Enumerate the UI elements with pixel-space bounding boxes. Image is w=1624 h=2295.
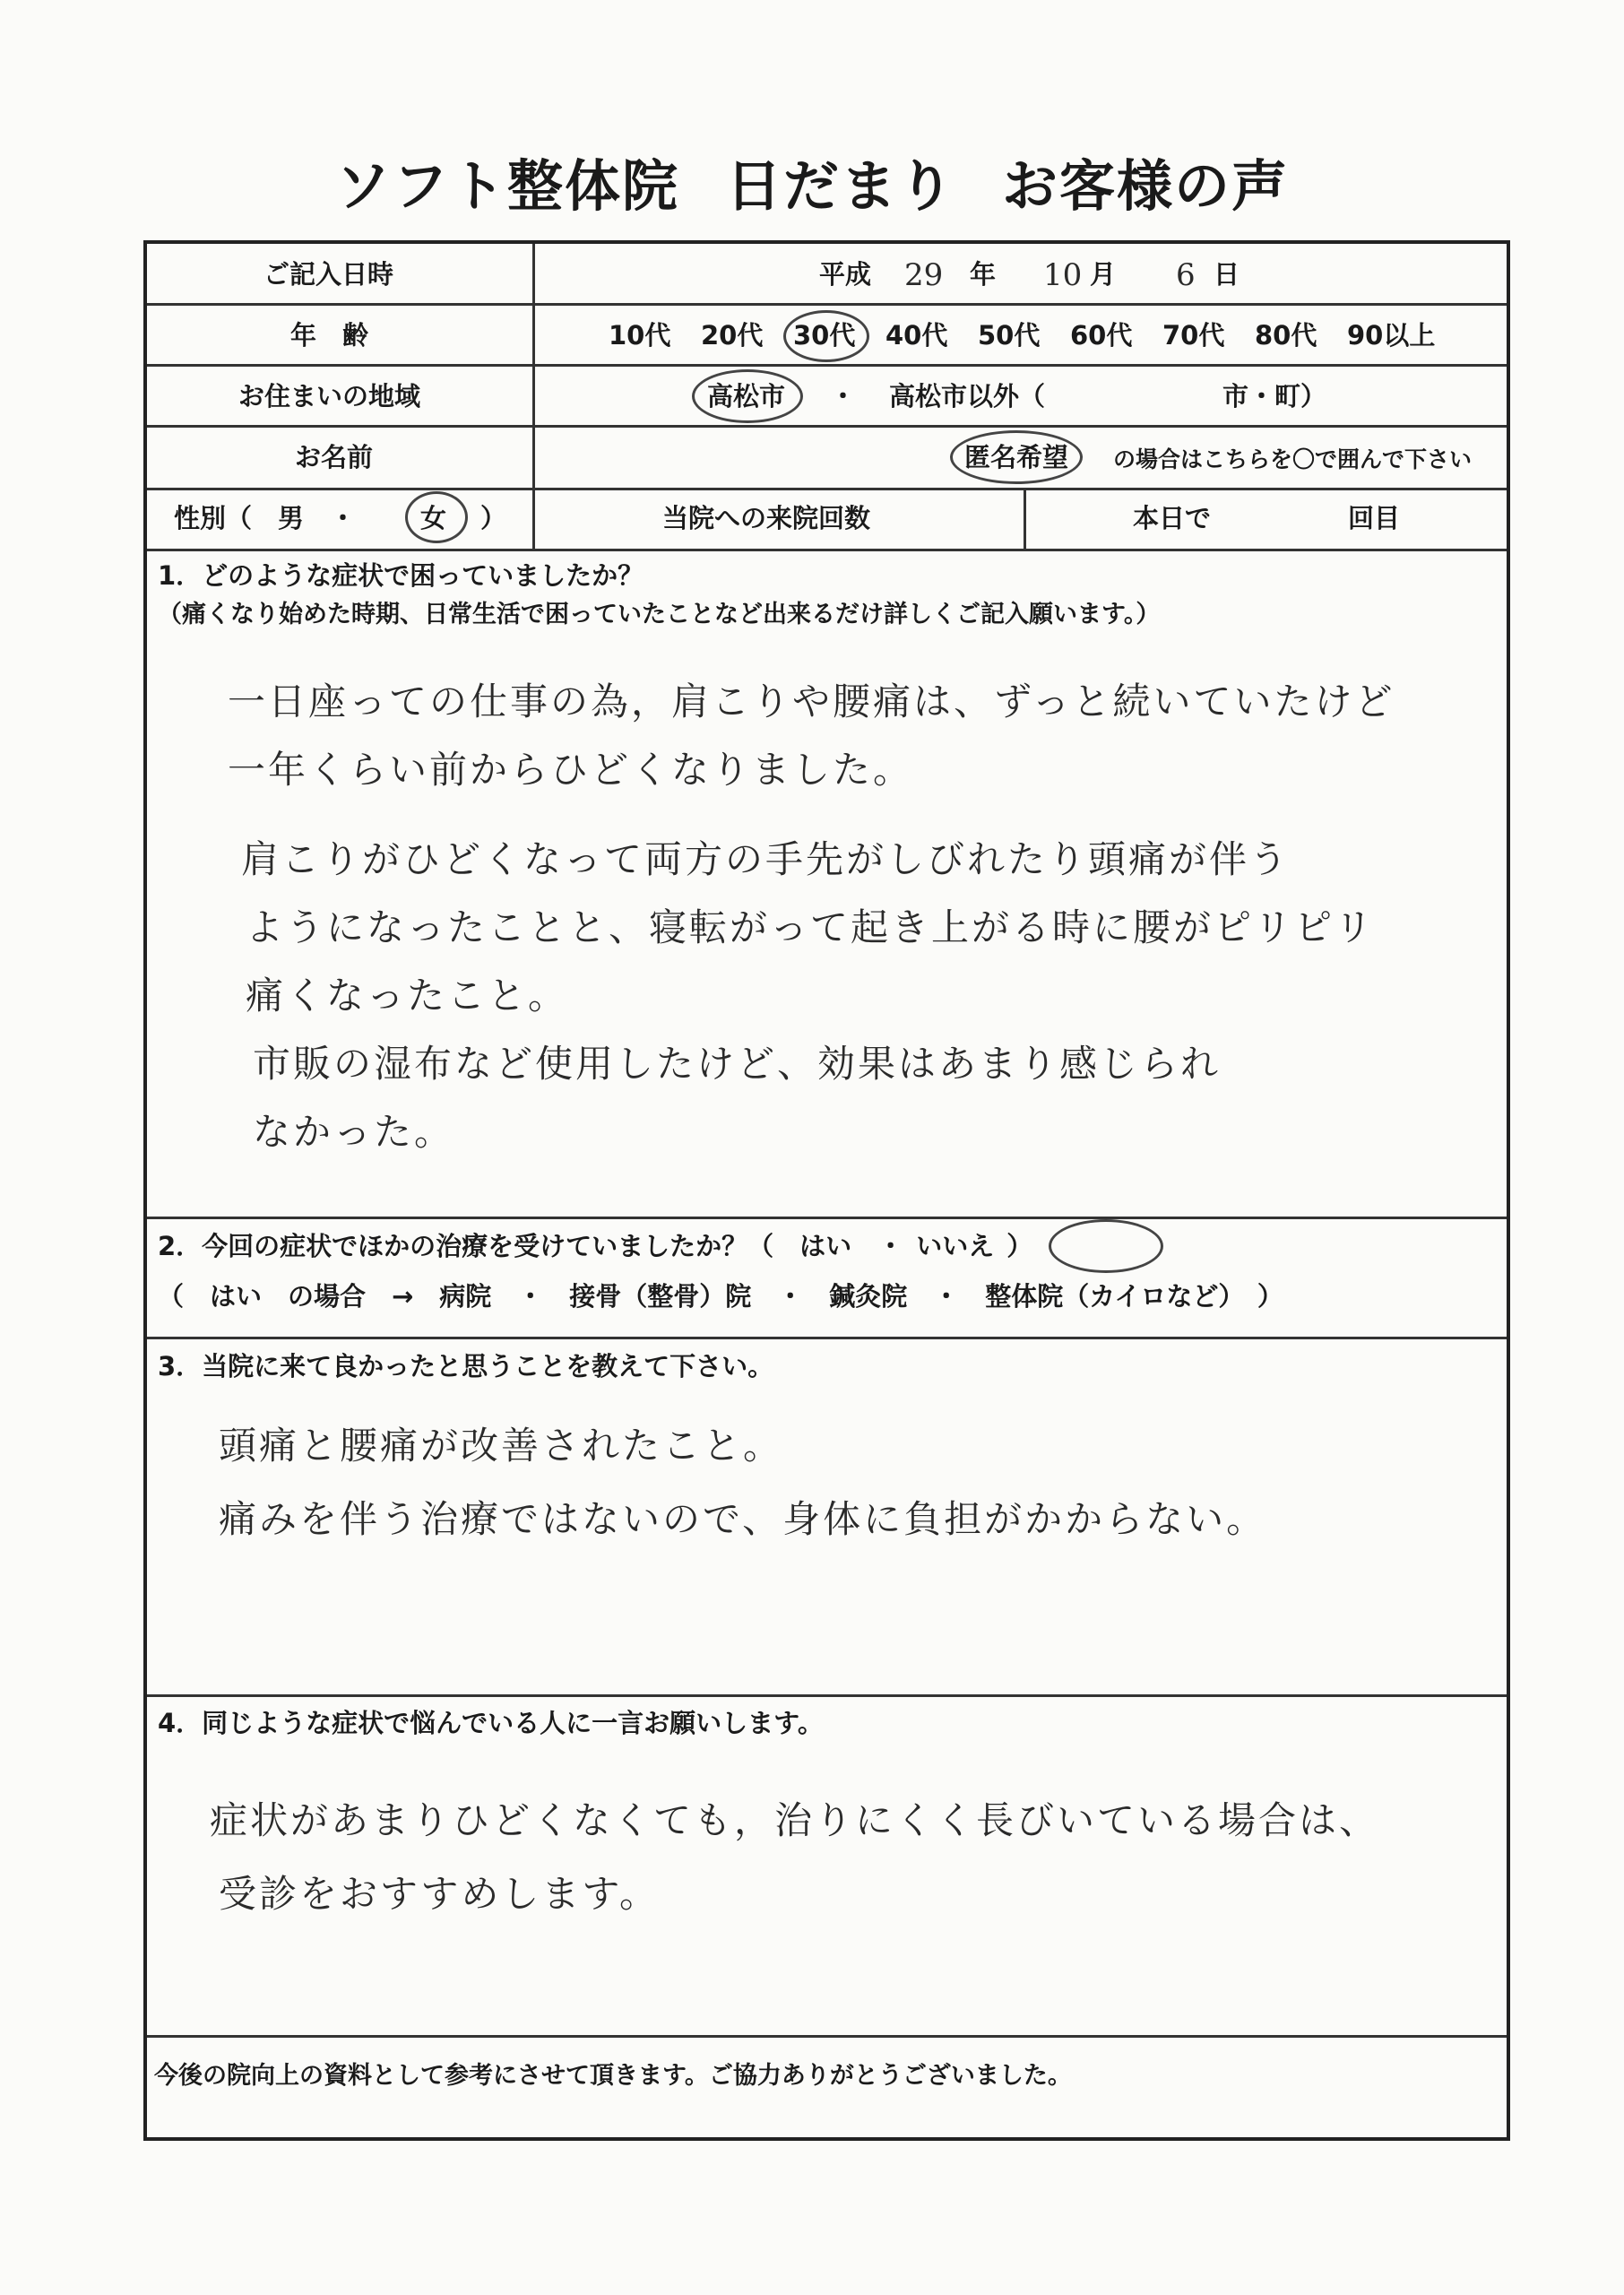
survey-title [0, 142, 1624, 221]
q2-question [158, 1231, 1033, 1261]
today-label: 本日で [1133, 503, 1212, 533]
age-option-50s[interactable]: 50代 [978, 320, 1041, 351]
footer-note: 今後の院向上の資料として参考にさせて頂きます。ご協力ありがとうございました。 [154, 2062, 1072, 2090]
age-option-40s[interactable]: 40代 [885, 320, 948, 351]
area-other-suffix: 市・町） [1222, 381, 1327, 411]
title-clinic-type: ソフト整体院 [334, 153, 679, 219]
age-option-90plus[interactable]: 90以上 [1347, 320, 1436, 351]
gender-option-female[interactable]: 女 [420, 503, 447, 533]
era-label: 平成 [819, 259, 872, 290]
q1-answer-line[interactable]: ようになったことと、寝転がって起き上がる時に腰がピリピリ [246, 905, 1376, 949]
q4-title: 4．同じような症状で悩んでいる人に一言お願いします。 [158, 1708, 824, 1738]
divider [147, 549, 1507, 551]
title-voice: お客様の声 [1002, 153, 1290, 219]
year-unit: 年 [970, 259, 997, 290]
q2-options-line: （ はい の場合 → 病院 ・ 接骨（整骨）院 ・ 鍼灸院 ・ 整体院（カイロなど） ） [158, 1281, 1283, 1312]
q2-option-no[interactable] [916, 1231, 995, 1261]
q1-answer-line[interactable]: 市販の湿布など使用したけど、効果はあまり感じられ [253, 1042, 1222, 1086]
visits-label: 当院への来院回数 [662, 503, 871, 533]
age-option-60s[interactable]: 60代 [1070, 320, 1133, 351]
times-label: 回目 [1348, 503, 1401, 533]
divider [147, 2035, 1507, 2038]
title-clinic-name: 日だまり [725, 153, 955, 219]
q1-answer-line[interactable]: 一年くらい前からひどくなりました。 [228, 748, 914, 792]
q1-subtitle: （痛くなり始めた時期、日常生活で困っていたことなど出来るだけ詳しくご記入願います。） [158, 601, 1161, 628]
area-option-other[interactable]: 高松市以外（ [889, 381, 1046, 411]
anonymous-option[interactable]: 匿名希望 [964, 442, 1069, 472]
q1-answer-line[interactable]: 痛くなったこと。 [246, 974, 569, 1018]
date-month-value[interactable]: 10 [1043, 257, 1083, 293]
q1-answer-line[interactable]: 肩こりがひどくなって両方の手先がしびれたり頭痛が伴う [241, 837, 1291, 881]
gender-selected-circle [405, 491, 468, 543]
area-separator: ・ [830, 381, 857, 411]
divider [147, 1217, 1507, 1219]
divider [147, 303, 1507, 306]
area-label: お住まいの地域 [238, 381, 421, 411]
area-selected-circle [692, 369, 803, 423]
q2-selected-circle [1049, 1219, 1163, 1273]
q2-option-no-label: いいえ [916, 1231, 995, 1261]
divider [147, 488, 1507, 490]
area-option-takamatsu[interactable]: 高松市 [707, 381, 786, 411]
name-label: お名前 [295, 442, 374, 472]
q3-answer-line[interactable]: 痛みを伴う治療ではないので、身体に負担がかからない。 [219, 1497, 1267, 1541]
q3-answer-line[interactable]: 頭痛と腰痛が改善されたこと。 [219, 1424, 784, 1468]
q4-answer-line[interactable]: 症状があまりひどくなくても，治りにくく長びいている場合は、 [210, 1798, 1380, 1842]
divider [147, 364, 1507, 367]
divider [1024, 488, 1026, 549]
q4-answer-line[interactable]: 受診をおすすめします。 [219, 1872, 661, 1916]
age-label: 年 齢 [290, 320, 369, 351]
q1-answer-line[interactable]: 一日座っての仕事の為，肩こりや腰痛は、ずっと続いていたけど [228, 680, 1395, 723]
gender-close: ） [480, 503, 507, 533]
q2-question-text: 2．今回の症状でほかの治療を受けていましたか？（ はい ・ [158, 1231, 904, 1261]
q3-title: 3．当院に来て良かったと思うことを教えて下さい。 [158, 1351, 774, 1381]
age-option-10s[interactable]: 10代 [609, 320, 671, 351]
divider [147, 1694, 1507, 1697]
q1-answer-line[interactable]: なかった。 [253, 1110, 455, 1154]
month-unit: 月 [1090, 259, 1117, 290]
date-label: ご記入日時 [263, 259, 394, 290]
q2-question-close: ） [1006, 1231, 1033, 1261]
day-unit: 日 [1214, 259, 1240, 290]
age-option-80s[interactable]: 80代 [1255, 320, 1317, 351]
divider [532, 244, 535, 549]
divider [147, 1337, 1507, 1339]
date-year-value[interactable]: 29 [904, 257, 944, 293]
age-selected-circle [783, 310, 869, 362]
anonymous-selected-circle [950, 430, 1083, 484]
gender-label: 性別（ 男 ・ [174, 503, 357, 533]
age-option-70s[interactable]: 70代 [1162, 320, 1225, 351]
age-option-20s[interactable]: 20代 [701, 320, 764, 351]
age-option-30s[interactable]: 30代 [793, 320, 856, 351]
date-day-value[interactable]: 6 [1176, 257, 1196, 293]
divider [147, 425, 1507, 428]
survey-form [143, 240, 1510, 2141]
anonymous-note: の場合はこちらを〇で囲んで下さい [1113, 446, 1473, 472]
q1-title: 1．どのような症状で困っていましたか？ [158, 560, 644, 591]
